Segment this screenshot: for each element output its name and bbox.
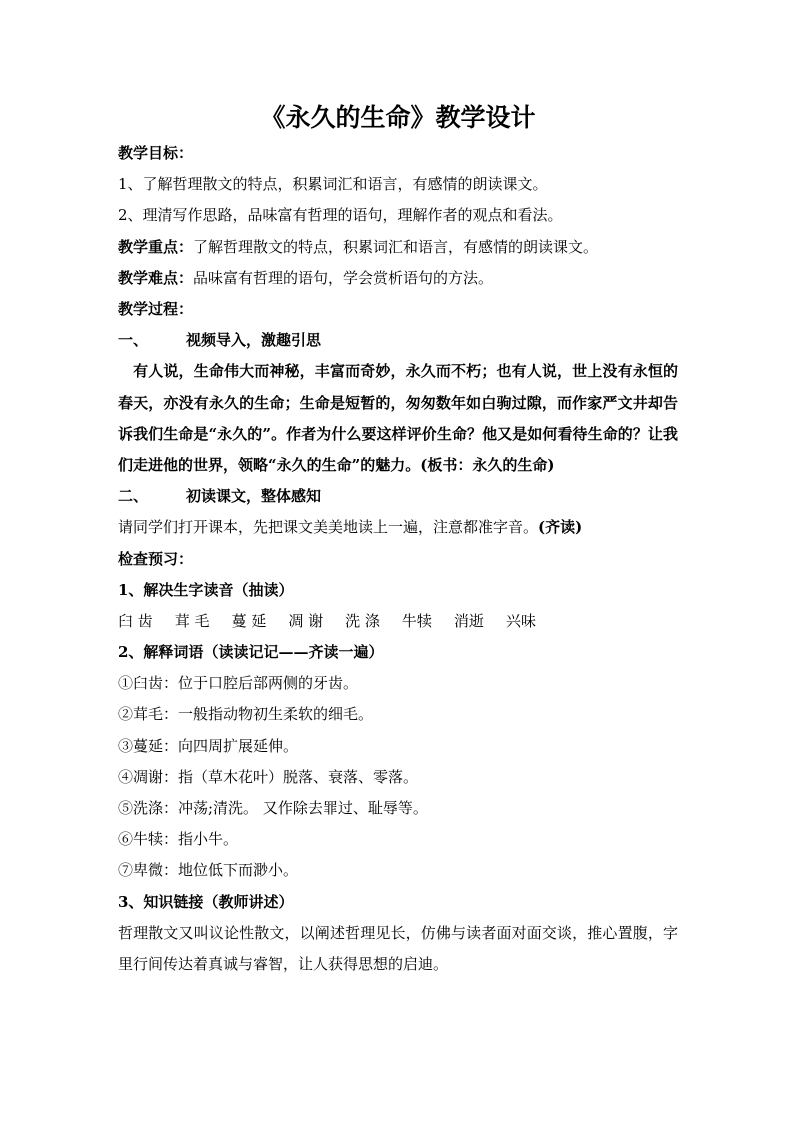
definition-item: ⑥牛犊：指小牛。 bbox=[118, 830, 239, 849]
process-label: 教学过程： bbox=[118, 299, 194, 318]
document-page bbox=[118, 98, 678, 980]
definition-item: ①臼齿：位于口腔后部两侧的牙齿。 bbox=[118, 674, 359, 693]
subsection-2: 2、解释词语（读读记记——齐读一遍） bbox=[118, 643, 384, 662]
definition-item: ⑤洗涤：冲荡;清洗。 又作除去罪过、耻辱等。 bbox=[118, 799, 428, 817]
subsection-1: 1、解决生字读音（抽读） bbox=[118, 580, 294, 599]
section-2-heading bbox=[118, 481, 678, 512]
character-item: 茸 毛 bbox=[174, 611, 210, 630]
section-1-title: 视频导入，激趣引思 bbox=[186, 331, 322, 350]
goals-label: 教学目标： bbox=[118, 144, 194, 162]
section-2-number: 二、 bbox=[118, 487, 149, 506]
goal-1: 1、了解哲理散文的特点，积累词汇和语言，有感情的朗读课文。 bbox=[118, 175, 548, 194]
subsection-3: 3、知识链接（教师讲述） bbox=[118, 892, 294, 911]
character-item: 牛犊 bbox=[401, 611, 432, 630]
definition-item: ②茸毛：一般指动物初生柔软的细毛。 bbox=[118, 705, 374, 724]
knowledge-paragraph: 哲理散文又叫议论性散文，以阐述哲理见长，仿佛与读者面对面交谈，推心置腹，字里行间传达着真诚与睿智，让人获得思想的启迪。 bbox=[118, 923, 678, 973]
goal-2: 2、理清写作思路，品味富有哲理的语句，理解作者的观点和看法。 bbox=[118, 206, 563, 225]
difficulty-text: 品味富有哲理的语句，学会赏析语句的方法。 bbox=[193, 268, 494, 287]
character-item: 臼 齿 bbox=[118, 611, 153, 630]
section-1-number: 一、 bbox=[118, 331, 149, 350]
document-title: 《永久的生命》教学设计 bbox=[260, 103, 536, 132]
definition-item: ⑦卑微：地位低下而渺小。 bbox=[118, 861, 299, 880]
read-instruction-note: (齐读) bbox=[538, 518, 583, 537]
character-item: 洗 涤 bbox=[345, 611, 380, 630]
read-instruction-text: 请同学们打开课本，先把课文美美地读上一遍，注意都准字音。 bbox=[118, 518, 539, 537]
character-item: 消逝 bbox=[453, 611, 484, 630]
intro-paragraph-text: 有人说，生命伟大而神秘，丰富而奇妙，永久而不朽；也有人说，世上没有永恒的春天，亦没有永久的生命；生命是短暂的，匆匆数年如白驹过隙，而作家严文井却告诉我们生命是“永久的”。作者为什么要这样评价生命？他又是如何看待生命的？让我们走进他的世界，领略“永久的生命”的魅力。(板书：永久的生命) bbox=[118, 362, 678, 474]
key-point-text: 了解哲理散文的特点，积累词汇和语言，有感情的朗读课文。 bbox=[193, 237, 599, 256]
character-item: 兴味 bbox=[505, 611, 536, 630]
key-point bbox=[118, 232, 678, 263]
preview-label: 检查预习： bbox=[118, 549, 194, 568]
difficulty-label: 教学难点： bbox=[118, 268, 194, 287]
difficulty-point bbox=[118, 263, 678, 294]
key-point-label: 教学重点： bbox=[118, 237, 194, 256]
section-2-title: 初读课文，整体感知 bbox=[186, 487, 322, 506]
read-instruction bbox=[118, 512, 678, 543]
intro-paragraph bbox=[118, 356, 678, 481]
character-item: 凋 谢 bbox=[288, 611, 324, 630]
character-item: 蔓 延 bbox=[231, 611, 267, 630]
character-list bbox=[118, 606, 678, 637]
section-1-heading bbox=[118, 325, 678, 356]
definition-item: ④凋谢：指（草木花叶）脱落、衰落、零落。 bbox=[118, 767, 419, 786]
definition-item: ③蔓延：向四周扩展延伸。 bbox=[118, 736, 299, 755]
